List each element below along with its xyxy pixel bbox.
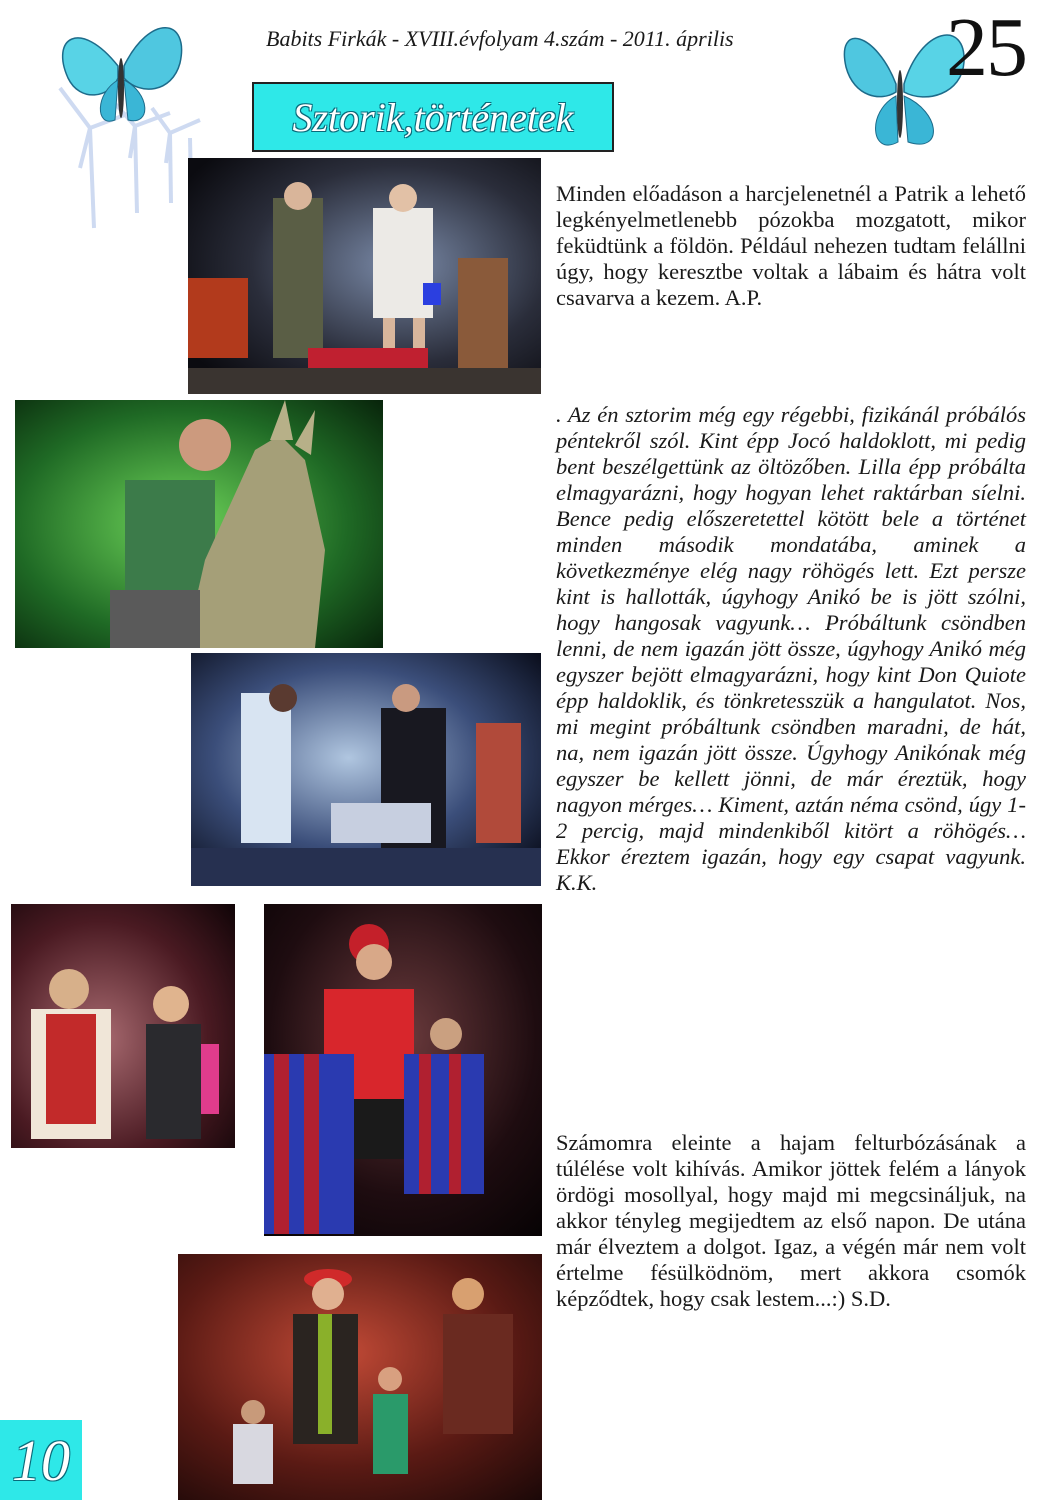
photo-stage-fight-scene — [188, 158, 541, 394]
section-title — [252, 82, 614, 152]
page-number-bottom-text: 10 — [12, 1427, 70, 1493]
photo-hat-scarf-scene — [178, 1254, 542, 1500]
story-ap: Minden előadáson a harcjelenetnél a Patrik a lehető legkényelmetlenebb pózokba mozgatott, mikor feküdtünk a földön. Például nehezen tudtam felállni úgy, hogy keresztbe voltak a lábaim és hátra volt csavarva a kezem. A.P. — [556, 181, 1026, 310]
photo-horse-costume-scene — [15, 400, 383, 648]
photo-blue-stage-scene — [191, 653, 541, 886]
section-title-text: Sztorik,történetek — [292, 94, 574, 140]
story-sd: Számomra eleinte a hajam felturbózásának a túlélése volt kihívás. Amikor jöttek felém a lányok ördögi mosollyal, hogy majd mi megcsináljuk, na akkor tényleg megijedtem az első napon. De utána már élveztem a dolgot. Igaz, a végén már nem volt értelme fésülködnöm, mert akkora csomók képződtek, hogy csak lestem...:) S.D. — [556, 1130, 1026, 1311]
wind-turbines-butterfly-decoration — [40, 8, 210, 230]
story-kk: . Az én sztorim még egy régebbi, fizikánál próbálós péntekről szól. Kint épp Jocó haldoklott, mi pedig bent beszélgettünk az öltözőben. Lilla épp próbálta elmagyarázni, hogy hogyan lehet raktárban síelni. Bence pedig előszeretettel kötött bele a történet minden második mondatába, aminek a következménye elég nagy röhögés lett. Ezt persze kint is hallották, úgyhogy Anikó be is jött szólni, hogy hangosak vagyunk… Próbáltunk csöndben lenni, de nem igazán jött össze, úgyhogy Anikó még egyszer bejött elmagyarázni, hogy kint Don Quiote épp haldoklik, és tönkretesszük a hangulatot. Nos, mi megint próbáltunk csöndben maradni, de hát, na, nem igazán jött össze. Úgyhogy Anikónak még egyszer be kellett jönni, de már éreztük, hogy nagyon mérges… Kiment, aztán néma csönd, úgy 1-2 percig, majd mindenkiből kitört a röhögés… Ekkor éreztem igazán, hogy egy csapat vagyunk. K.K. — [556, 402, 1026, 895]
photo-red-dress-scene — [264, 904, 542, 1236]
running-title: Babits Firkák - XVIII.évfolyam 4.szám - 2011. április — [266, 26, 734, 51]
butterfly-icon — [63, 28, 182, 121]
page-number-top: 25 — [946, 1, 1026, 94]
page-number-bottom — [0, 1420, 82, 1500]
photo-red-robe-scene — [11, 904, 235, 1148]
